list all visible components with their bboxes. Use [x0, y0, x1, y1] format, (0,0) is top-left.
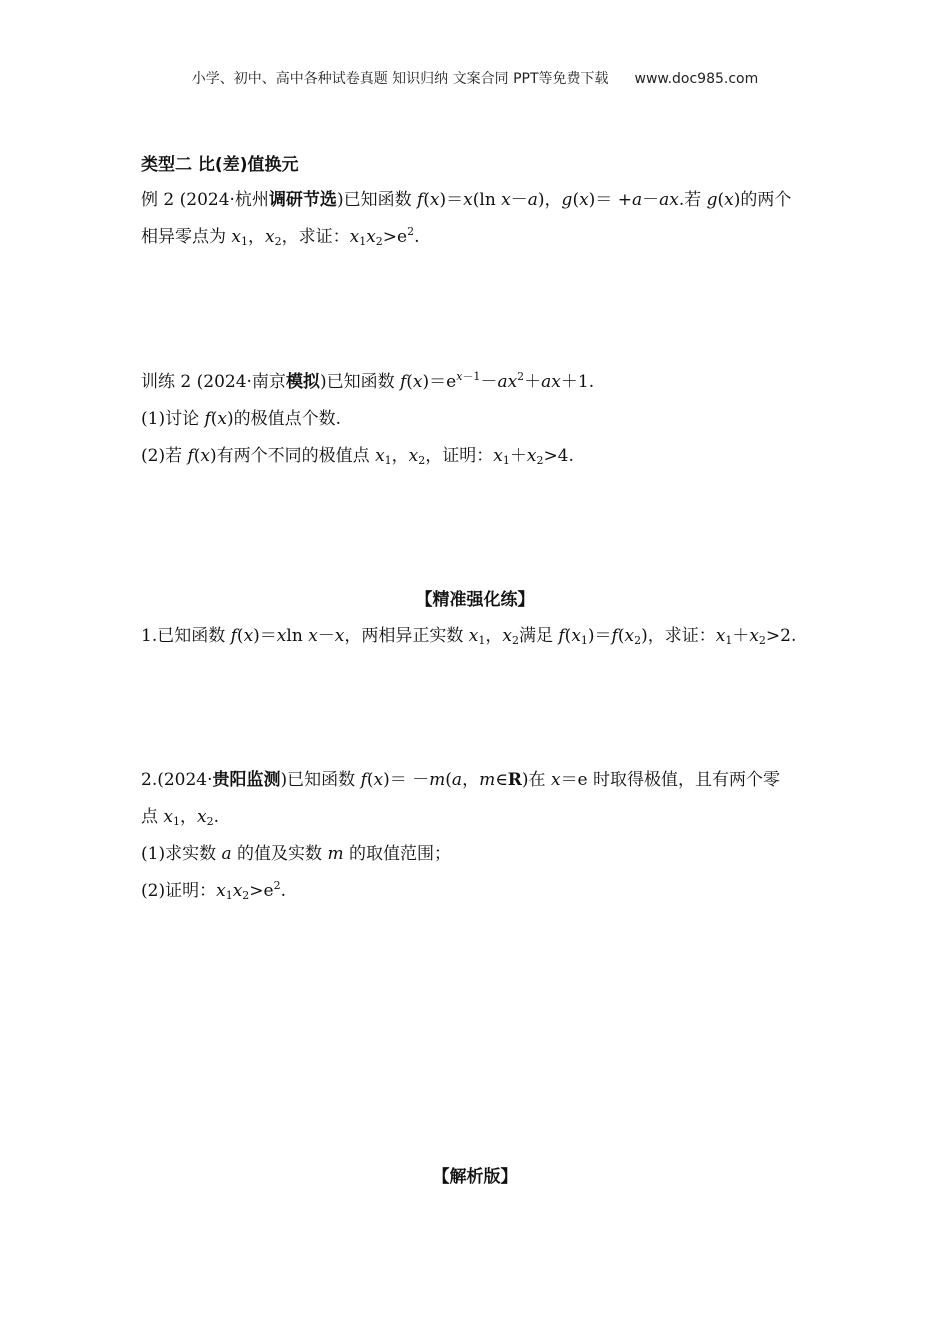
- training-2-q2: (2)若 f(x)有两个不同的极值点 $x_1$，$x_2$，证明：$x_1+x_2>4$.: [141, 446, 574, 467]
- training-2-stem: [141, 371, 594, 393]
- practice-item-2-line-2: 点 $x_1$，$x_2$.: [141, 807, 219, 828]
- example-2-line-2: 相异零点为 $x_1$，$x_2$，求证：$x_1x_2>e^2$.: [141, 225, 420, 248]
- practice-item-2-text-1: )已知函数 f(x)＝ －m(a，m∈R)在 x＝e 时取得极值，且有两个零: [280, 770, 781, 790]
- practice-item-2-source: 贵阳监测: [212, 770, 281, 790]
- practice-item-2-q2: (2)证明：$x_1x_2>e^2$.: [141, 879, 286, 902]
- training-2-source: 模拟: [285, 372, 320, 392]
- example-2-label: 例 2 (2024·杭州: [141, 190, 269, 210]
- example-2-source: 调研节选: [268, 190, 337, 210]
- answer-section-heading: 【解析版】: [432, 1167, 518, 1187]
- practice-heading: 【精准强化练】: [415, 590, 535, 610]
- example-2-text-1: )已知函数 f(x)＝x(ln x－a)，g(x)＝ +a－ax.若 g(x)的两个: [336, 190, 792, 210]
- practice-item-2-line-1: [141, 769, 780, 791]
- training-2-label: 训练 2 (2024·南京: [141, 372, 286, 392]
- practice-item-2-prefix: 2.(2024·: [141, 770, 213, 790]
- example-2-line-1: [141, 189, 791, 211]
- header-text: 小学、初中、高中各种试卷真题 知识归纳 文案合同 PPT等免费下载: [191, 71, 609, 87]
- section-title: 类型二 比(差)值换元: [141, 155, 299, 175]
- header-site: www.doc985.com: [634, 71, 759, 87]
- page-header: [0, 68, 950, 88]
- practice-item-1: 1.已知函数 f(x)＝xln x－x，两相异正实数 $x_1$，$x_2$满足 $f(x_1)=f(x_2)$，求证：$x_1+x_2>2$.: [141, 626, 797, 647]
- practice-item-2-q1: (1)求实数 a 的值及实数 m 的取值范围；: [141, 844, 451, 864]
- training-2-q1: (1)讨论 f(x)的极值点个数.: [141, 409, 342, 429]
- training-2-text: )已知函数 $f(x)=e^{x-1}-ax^2+ax+1$.: [319, 370, 595, 392]
